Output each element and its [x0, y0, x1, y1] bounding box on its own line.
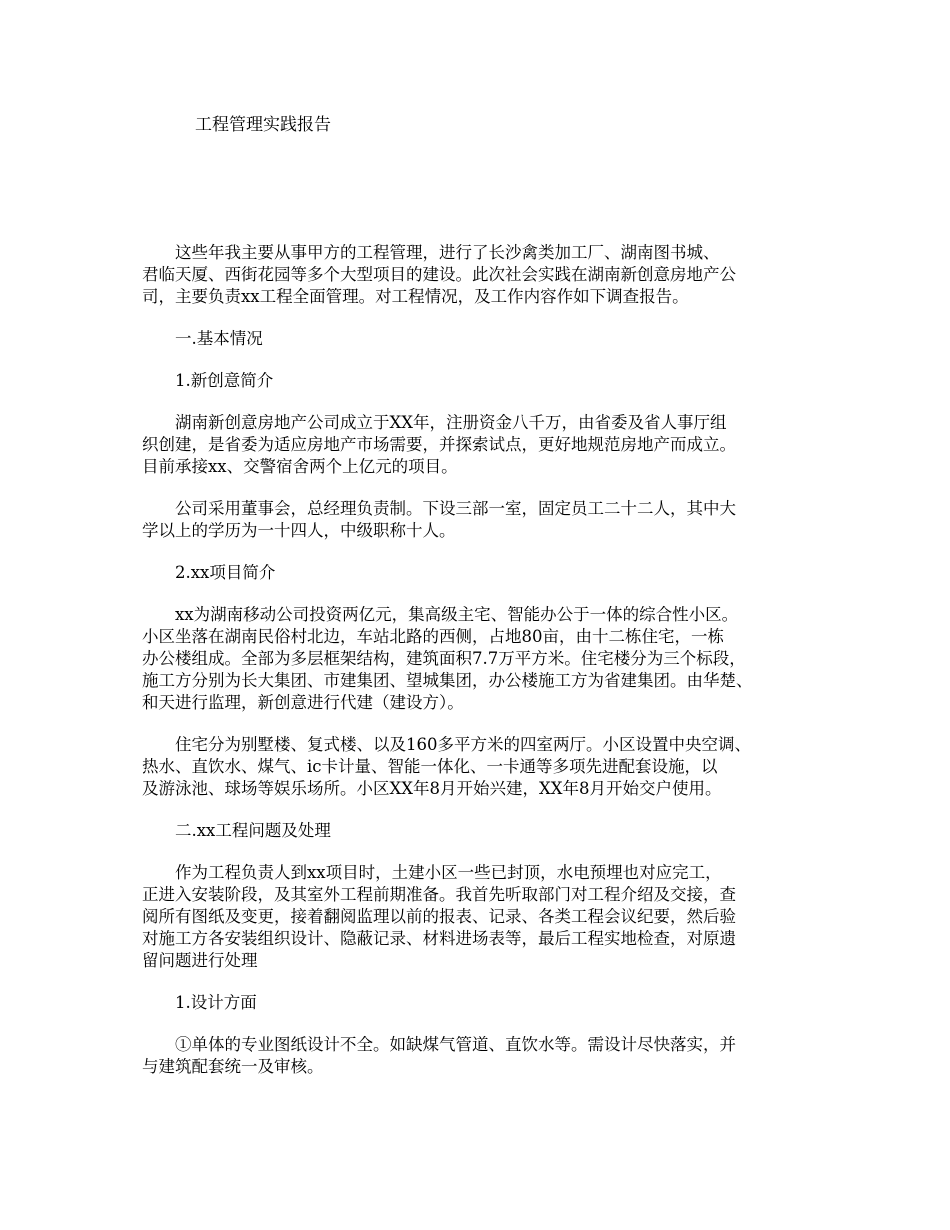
section-heading: 1.新创意简介: [175, 371, 274, 390]
paragraph-line: 住宅分为别墅楼、复式楼、以及160多平方米的四室两厅。小区设置中央空调、: [175, 735, 751, 754]
paragraph-line: 湖南新创意房地产公司成立于XX年，注册资金八千万，由省委及省人事厅组: [175, 413, 727, 432]
body-paragraph: [142, 498, 832, 542]
paragraph-line: ①单体的专业图纸设计不全。如缺煤气管道、直饮水等。需设计尽快落实，并: [175, 1035, 736, 1054]
section-heading: 1.设计方面: [175, 993, 257, 1012]
body-paragraph: [142, 1034, 832, 1078]
paragraph-line: 阅所有图纸及变更，接着翻阅监理以前的报表、记录、各类工程会议纪要，然后验: [142, 907, 736, 926]
paragraph-line: 办公楼组成。全部为多层框架结构，建筑面积7.7万平方米。住宅楼分为三个标段，: [142, 649, 746, 668]
paragraph-line: 和天进行监理，新创意进行代建（建设方）。: [142, 693, 464, 712]
paragraph-line: xx为湖南移动公司投资两亿元，集高级主宅、智能办公于一体的综合性小区。: [175, 605, 739, 624]
paragraph-line: 正进入安装阶段，及其室外工程前期准备。我首先听取部门对工程介绍及交接，查: [142, 885, 736, 904]
paragraph-line: 留问题进行处理: [142, 951, 258, 970]
body-paragraph: [142, 242, 832, 308]
section-heading: 2.xx项目简介: [175, 563, 276, 582]
section-heading: 一.基本情况: [175, 329, 263, 348]
body-paragraph: [142, 862, 832, 972]
document-body: [142, 242, 832, 1098]
paragraph-line: 司，主要负责xx工程全面管理。对工程情况，及工作内容作如下调查报告。: [142, 287, 689, 306]
body-paragraph: [142, 604, 832, 714]
body-paragraph: [142, 412, 832, 478]
paragraph-line: 学以上的学历为一十四人，中级职称十人。: [142, 521, 456, 540]
paragraph-line: 织创建，是省委为适应房地产市场需要，并探索试点，更好地规范房地产而成立。: [142, 435, 736, 454]
paragraph-line: 及游泳池、球场等娱乐场所。小区XX年8月开始兴建，XX年8月开始交户使用。: [142, 779, 722, 798]
paragraph-line: 这些年我主要从事甲方的工程管理，进行了长沙禽类加工厂、湖南图书城、: [175, 243, 720, 262]
paragraph-line: 君临天厦、西街花园等多个大型项目的建设。此次社会实践在湖南新创意房地产公: [142, 265, 736, 284]
paragraph-line: 公司采用董事会，总经理负责制。下设三部一室，固定员工二十二人，其中大: [175, 499, 736, 518]
document-title: 工程管理实践报告: [195, 115, 331, 135]
paragraph-line: 作为工程负责人到xx项目时，土建小区一些已封顶，水电预埋也对应完工，: [175, 863, 722, 882]
paragraph-line: 目前承接xx、交警宿舍两个上亿元的项目。: [142, 457, 458, 476]
paragraph-line: 小区坐落在湖南民俗村北边，车站北路的西侧，占地80亩，由十二栋住宅，一栋: [142, 627, 724, 646]
section-heading: 二.xx工程问题及处理: [175, 821, 331, 840]
paragraph-line: 施工方分别为长大集团、市建集团、望城集团，办公楼施工方为省建集团。由华楚、: [142, 671, 753, 690]
body-paragraph: [142, 734, 832, 800]
paragraph-line: 热水、直饮水、煤气、ic卡计量、智能一体化、一卡通等多项先进配套设施，以: [142, 757, 718, 776]
paragraph-line: 对施工方各安装组织设计、隐蔽记录、材料进场表等，最后工程实地检查，对原遗: [142, 929, 736, 948]
paragraph-line: 与建筑配套统一及审核。: [142, 1057, 324, 1076]
